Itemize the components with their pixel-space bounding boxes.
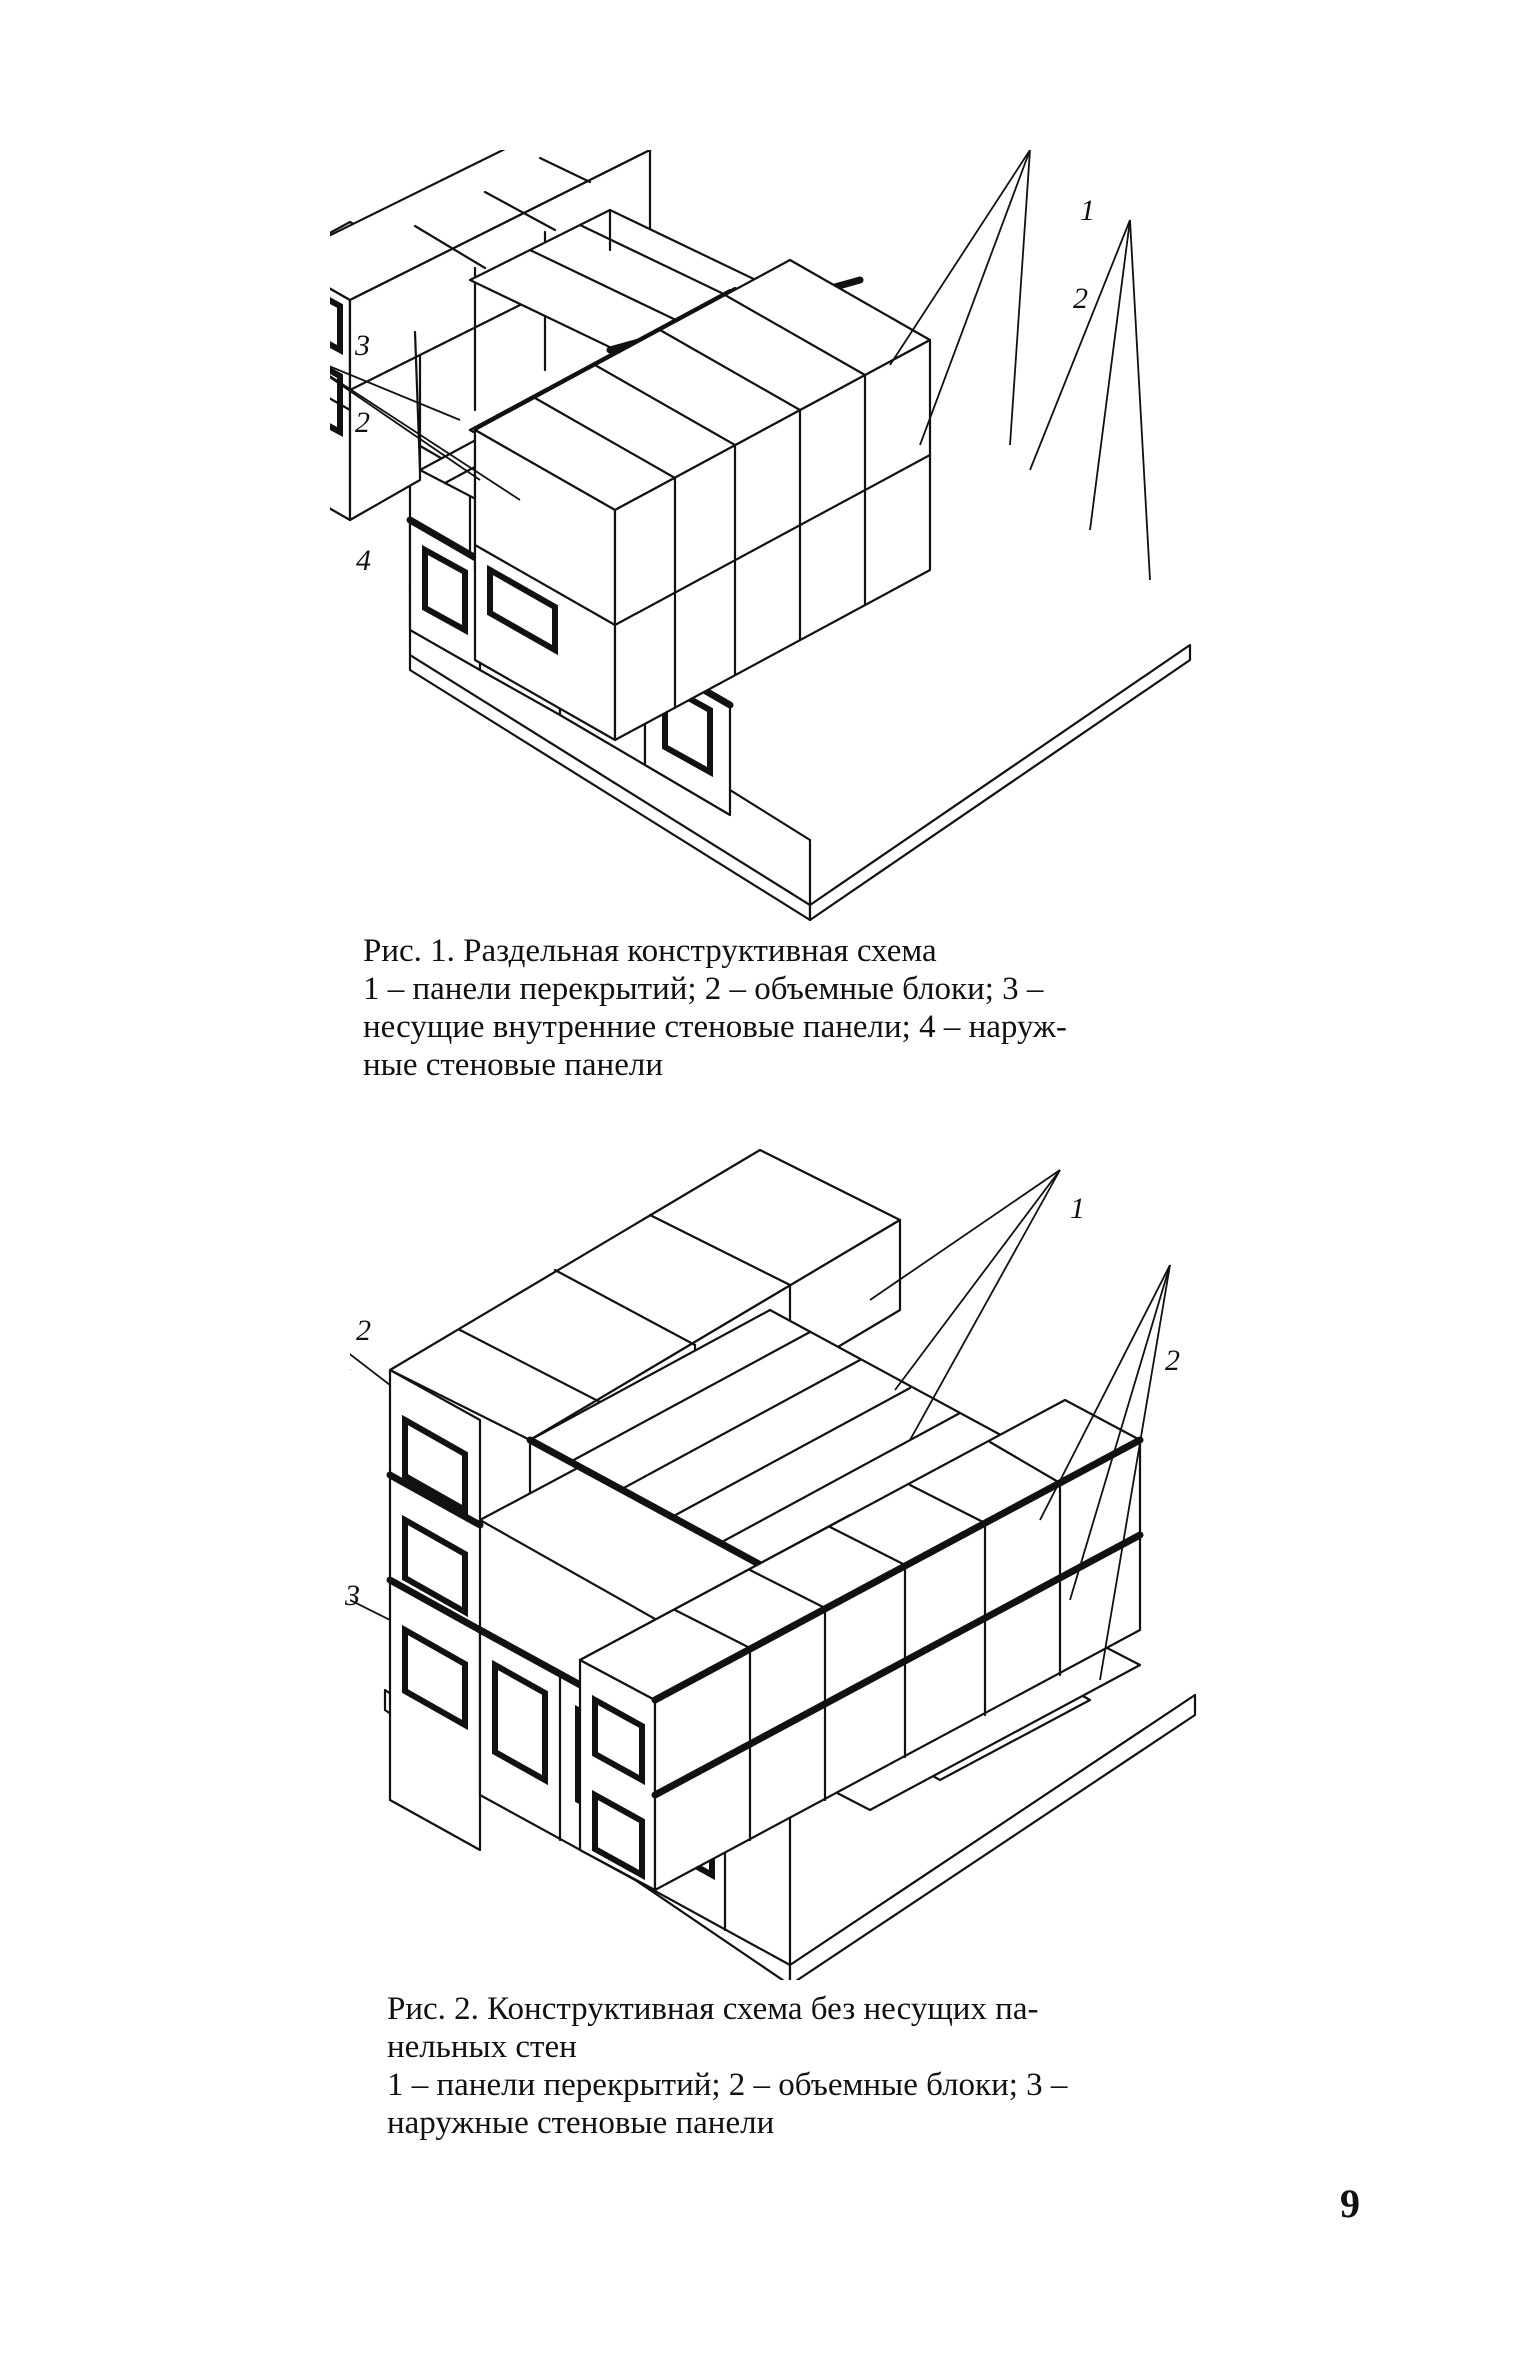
figure-2-caption [387, 1990, 1237, 2142]
fig1-label-2-right: 2 [1073, 282, 1088, 315]
figure-1-title: Рис. 1. Раздельная конструктивная схема [363, 933, 937, 969]
figure-1-legend-line-3: ные стеновые панели [363, 1047, 663, 1083]
fig1-label-3: 3 [355, 329, 370, 362]
fig2-label-2-right: 2 [1165, 1344, 1180, 1377]
page-number: 9 [1340, 2181, 1360, 2226]
figure-1-legend-line-2: несущие внутренние стеновые панели; 4 – наруж- [363, 1009, 1067, 1045]
fig2-label-2-left: 2 [356, 1314, 371, 1347]
figure-2-title: Рис. 2. Конструктивная схема без несущих па- [387, 1991, 1039, 2027]
fig2-label-1: 1 [1070, 1192, 1085, 1225]
fig1-label-4: 4 [356, 544, 371, 577]
figure-1-caption [363, 932, 1233, 1084]
figure-2-legend-line-1: 1 – панели перекрытий; 2 – объемные блоки; 3 – [387, 2067, 1068, 2103]
figure-2-labels [0, 1100, 1535, 2000]
fig1-label-1: 1 [1080, 194, 1095, 227]
fig1-label-2-left: 2 [355, 406, 370, 439]
figure-1-legend-line-1: 1 – панели перекрытий; 2 – объемные блоки; 3 – [363, 971, 1044, 1007]
fig2-label-3: 3 [345, 1579, 360, 1612]
figure-2-title-cont: нельных стен [387, 2029, 577, 2065]
figure-2-legend-line-2: наружные стеновые панели [387, 2105, 775, 2141]
